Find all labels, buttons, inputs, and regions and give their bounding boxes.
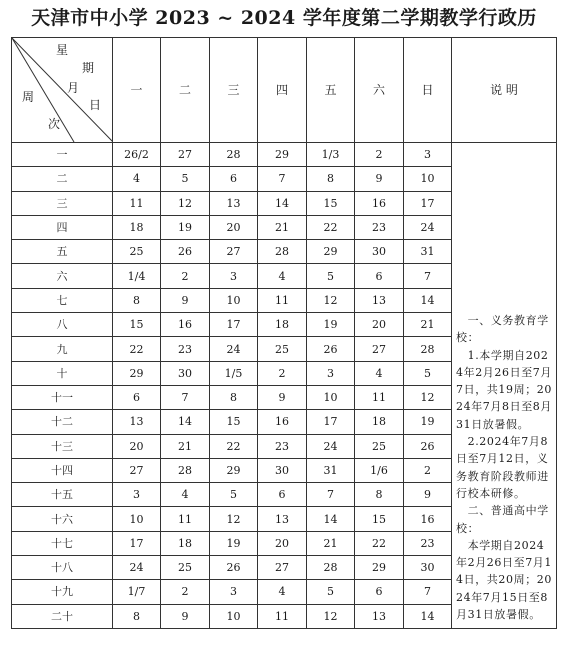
date-cell: 4 (355, 361, 404, 385)
date-cell: 20 (113, 434, 161, 458)
date-cell: 5 (307, 580, 355, 604)
date-cell: 4 (113, 167, 161, 191)
date-cell: 8 (307, 167, 355, 191)
date-cell: 23 (355, 215, 404, 239)
date-cell: 28 (307, 556, 355, 580)
date-cell: 27 (113, 458, 161, 482)
date-cell: 4 (161, 483, 210, 507)
date-cell: 16 (161, 313, 210, 337)
date-cell: 9 (404, 483, 452, 507)
weekday-wed: 三 (210, 38, 258, 143)
date-cell: 12 (404, 385, 452, 409)
date-cell: 7 (307, 483, 355, 507)
date-cell: 19 (307, 313, 355, 337)
date-cell: 15 (113, 313, 161, 337)
date-cell: 1/5 (210, 361, 258, 385)
week-number: 十 (12, 361, 113, 385)
date-cell: 26 (404, 434, 452, 458)
date-cell: 17 (210, 313, 258, 337)
date-cell: 24 (404, 215, 452, 239)
date-cell: 30 (161, 361, 210, 385)
header-row (12, 38, 557, 143)
week-number: 二 (12, 167, 113, 191)
date-cell: 11 (161, 507, 210, 531)
corner-cell (12, 38, 113, 143)
date-cell: 23 (258, 434, 307, 458)
date-cell: 11 (258, 288, 307, 312)
week-number: 十七 (12, 531, 113, 555)
date-cell: 19 (161, 215, 210, 239)
week-number: 一 (12, 143, 113, 167)
date-cell: 5 (404, 361, 452, 385)
date-cell: 8 (210, 385, 258, 409)
date-cell: 29 (355, 556, 404, 580)
date-cell: 4 (258, 264, 307, 288)
date-cell: 10 (307, 385, 355, 409)
date-cell: 27 (258, 556, 307, 580)
date-cell: 5 (210, 483, 258, 507)
date-cell: 7 (404, 580, 452, 604)
date-cell: 18 (161, 531, 210, 555)
date-cell: 6 (355, 580, 404, 604)
date-cell: 26 (161, 240, 210, 264)
date-cell: 7 (404, 264, 452, 288)
date-cell: 7 (258, 167, 307, 191)
date-cell: 20 (210, 215, 258, 239)
week-number: 十八 (12, 556, 113, 580)
week-number: 十六 (12, 507, 113, 531)
date-cell: 21 (307, 531, 355, 555)
date-cell: 6 (113, 385, 161, 409)
date-cell: 24 (210, 337, 258, 361)
date-cell: 25 (355, 434, 404, 458)
date-cell: 20 (355, 313, 404, 337)
week-number: 五 (12, 240, 113, 264)
date-cell: 12 (307, 604, 355, 628)
date-cell: 30 (355, 240, 404, 264)
week-number: 六 (12, 264, 113, 288)
date-cell: 29 (113, 361, 161, 385)
date-cell: 25 (161, 556, 210, 580)
date-cell: 29 (258, 143, 307, 167)
date-cell: 22 (307, 215, 355, 239)
corner-qi: 期 (82, 61, 95, 75)
date-cell: 31 (404, 240, 452, 264)
date-cell: 17 (113, 531, 161, 555)
note-text: 一、义务教育学校： 1.本学期自2024年2月26日至7月7日，共19周；2024年7月8日至8月31日放暑假。 2.2024年7月8日至7月12日，义务教育阶段教师进行校本研修。 二、普通高中学校： 本学期自2024年2月26日至7月14日，共20周；2024年7月15日至8月31日放暑假。 (456, 314, 552, 622)
week-number: 七 (12, 288, 113, 312)
date-cell: 20 (258, 531, 307, 555)
calendar-body (12, 143, 557, 629)
date-cell: 29 (307, 240, 355, 264)
table-row (12, 143, 557, 167)
date-cell: 24 (113, 556, 161, 580)
date-cell: 6 (258, 483, 307, 507)
date-cell: 23 (404, 531, 452, 555)
date-cell: 22 (355, 531, 404, 555)
week-number: 九 (12, 337, 113, 361)
date-cell: 8 (355, 483, 404, 507)
date-cell: 1/3 (307, 143, 355, 167)
date-cell: 29 (210, 458, 258, 482)
week-number: 十一 (12, 385, 113, 409)
date-cell: 18 (355, 410, 404, 434)
date-cell: 14 (404, 288, 452, 312)
date-cell: 28 (258, 240, 307, 264)
weekday-mon: 一 (113, 38, 161, 143)
week-number: 十三 (12, 434, 113, 458)
week-number: 十九 (12, 580, 113, 604)
date-cell: 16 (355, 191, 404, 215)
date-cell: 11 (355, 385, 404, 409)
date-cell: 13 (258, 507, 307, 531)
date-cell: 9 (161, 288, 210, 312)
date-cell: 2 (404, 458, 452, 482)
date-cell: 30 (404, 556, 452, 580)
date-cell: 13 (210, 191, 258, 215)
date-cell: 5 (307, 264, 355, 288)
weekday-tue: 二 (161, 38, 210, 143)
date-cell: 22 (210, 434, 258, 458)
date-cell: 16 (404, 507, 452, 531)
calendar-table (11, 37, 557, 629)
date-cell: 2 (258, 361, 307, 385)
date-cell: 15 (210, 410, 258, 434)
date-cell: 25 (258, 337, 307, 361)
date-cell: 15 (355, 507, 404, 531)
date-cell: 3 (210, 580, 258, 604)
date-cell: 12 (307, 288, 355, 312)
date-cell: 14 (161, 410, 210, 434)
note-cell (452, 143, 557, 629)
date-cell: 2 (161, 264, 210, 288)
date-cell: 10 (210, 288, 258, 312)
week-number: 二十 (12, 604, 113, 628)
date-cell: 27 (161, 143, 210, 167)
weekday-sun: 日 (404, 38, 452, 143)
week-number: 十四 (12, 458, 113, 482)
corner-xing: 星 (56, 43, 69, 57)
date-cell: 6 (355, 264, 404, 288)
date-cell: 8 (113, 288, 161, 312)
weekday-thu: 四 (258, 38, 307, 143)
date-cell: 15 (307, 191, 355, 215)
date-cell: 12 (161, 191, 210, 215)
date-cell: 22 (113, 337, 161, 361)
date-cell: 13 (355, 604, 404, 628)
date-cell: 3 (307, 361, 355, 385)
date-cell: 28 (404, 337, 452, 361)
date-cell: 26/2 (113, 143, 161, 167)
date-cell: 3 (113, 483, 161, 507)
note-header: 说 明 (452, 38, 557, 143)
week-number: 三 (12, 191, 113, 215)
date-cell: 17 (307, 410, 355, 434)
week-number: 八 (12, 313, 113, 337)
week-number: 四 (12, 215, 113, 239)
date-cell: 1/6 (355, 458, 404, 482)
date-cell: 11 (113, 191, 161, 215)
date-cell: 18 (113, 215, 161, 239)
date-cell: 28 (161, 458, 210, 482)
weekday-fri: 五 (307, 38, 355, 143)
date-cell: 10 (113, 507, 161, 531)
date-cell: 21 (258, 215, 307, 239)
date-cell: 1/7 (113, 580, 161, 604)
corner-ci: 次 (48, 117, 61, 131)
corner-ri: 日 (89, 98, 102, 112)
date-cell: 27 (210, 240, 258, 264)
date-cell: 4 (258, 580, 307, 604)
date-cell: 13 (355, 288, 404, 312)
date-cell: 7 (161, 385, 210, 409)
date-cell: 23 (161, 337, 210, 361)
date-cell: 14 (258, 191, 307, 215)
date-cell: 2 (355, 143, 404, 167)
corner-yue: 月 (67, 81, 80, 95)
weekday-sat: 六 (355, 38, 404, 143)
date-cell: 2 (161, 580, 210, 604)
date-cell: 31 (307, 458, 355, 482)
date-cell: 25 (113, 240, 161, 264)
date-cell: 3 (404, 143, 452, 167)
calendar-title: 天津市中小学 2023 ~ 2024 学年度第二学期教学行政历 (31, 7, 537, 29)
date-cell: 3 (210, 264, 258, 288)
date-cell: 28 (210, 143, 258, 167)
date-cell: 5 (161, 167, 210, 191)
corner-zhou: 周 (22, 90, 35, 104)
date-cell: 16 (258, 410, 307, 434)
week-number: 十二 (12, 410, 113, 434)
date-cell: 24 (307, 434, 355, 458)
date-cell: 21 (161, 434, 210, 458)
date-cell: 13 (113, 410, 161, 434)
date-cell: 10 (210, 604, 258, 628)
date-cell: 9 (161, 604, 210, 628)
date-cell: 6 (210, 167, 258, 191)
date-cell: 11 (258, 604, 307, 628)
week-number: 十五 (12, 483, 113, 507)
date-cell: 14 (404, 604, 452, 628)
date-cell: 9 (355, 167, 404, 191)
date-cell: 9 (258, 385, 307, 409)
date-cell: 8 (113, 604, 161, 628)
date-cell: 12 (210, 507, 258, 531)
date-cell: 1/4 (113, 264, 161, 288)
date-cell: 17 (404, 191, 452, 215)
date-cell: 26 (307, 337, 355, 361)
date-cell: 14 (307, 507, 355, 531)
date-cell: 19 (210, 531, 258, 555)
date-cell: 30 (258, 458, 307, 482)
date-cell: 19 (404, 410, 452, 434)
date-cell: 26 (210, 556, 258, 580)
date-cell: 10 (404, 167, 452, 191)
date-cell: 27 (355, 337, 404, 361)
date-cell: 21 (404, 313, 452, 337)
date-cell: 18 (258, 313, 307, 337)
